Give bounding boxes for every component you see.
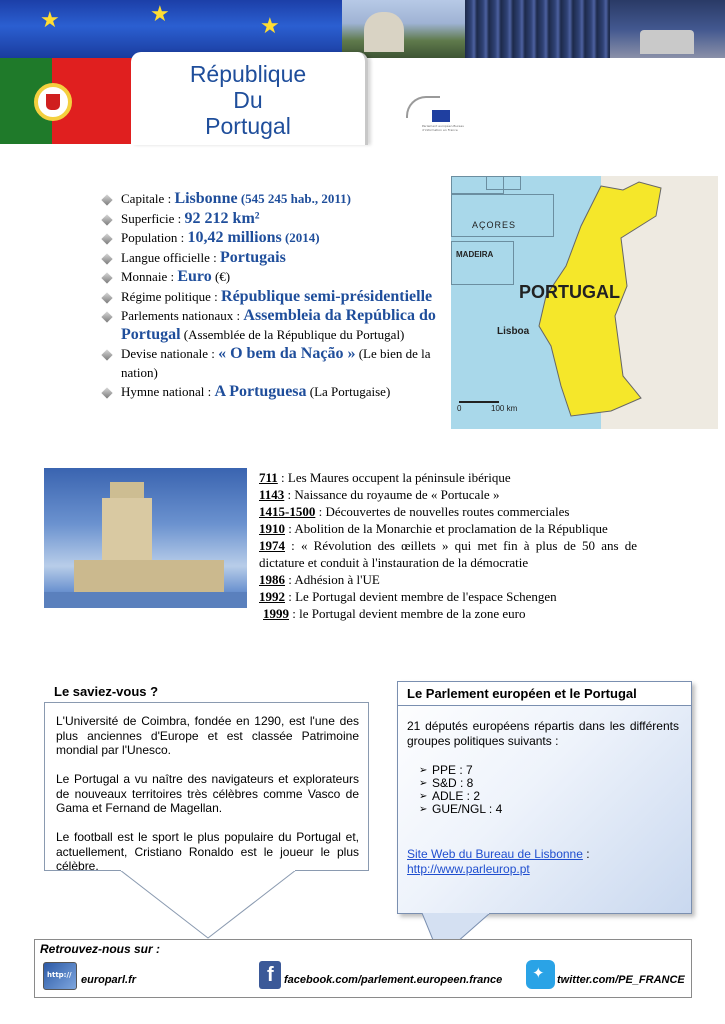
timeline-item: 1910 : Abolition de la Monarchie et proclamation de la République xyxy=(259,521,608,536)
facebook-link[interactable]: facebook.com/parlement.europeen.france xyxy=(284,974,503,986)
page-title-line3: Portugal xyxy=(205,113,291,139)
map-scale-zero: 0 xyxy=(457,404,462,413)
star-icon: ★ xyxy=(40,8,60,33)
fact-item: Capitale : Lisbonne (545 245 hab., 2011) xyxy=(102,190,442,209)
fact-item: Parlements nationaux : Assembleia da República do Portugal (Assemblée de la République du Portugal) xyxy=(102,307,442,344)
fact-item: Devise nationale : « O bem da Nação » (Le bien de la nation) xyxy=(102,345,442,382)
timeline-item: 711 : Les Maures occupent la péninsule ibérique xyxy=(259,470,511,485)
web-icon[interactable]: http:// xyxy=(43,962,77,990)
timeline-item: 1415-1500 : Découvertes de nouvelles routes commerciales xyxy=(259,504,570,519)
parliament-box xyxy=(397,681,692,914)
web-link[interactable]: europarl.fr xyxy=(81,974,137,986)
office-website-link[interactable]: http://www.parleurop.pt xyxy=(407,861,530,876)
country-facts-list xyxy=(102,190,442,403)
footer-social xyxy=(34,939,692,998)
did-you-know-p1: L'Université de Coimbra, fondée en 1290, est l'une des plus anciennes d'Europe et est classée Patrimoine mondial par l'Unesco. xyxy=(56,714,359,757)
map-label-country: PORTUGAL xyxy=(519,282,620,302)
footer-label: Retrouvez-nous sur : xyxy=(40,942,161,956)
building-photo xyxy=(342,0,465,58)
twitter-icon[interactable]: ✦ xyxy=(526,960,555,989)
political-groups-list xyxy=(419,764,679,816)
facebook-icon[interactable]: f xyxy=(259,961,281,989)
plenary-photo xyxy=(610,0,725,58)
parliament-intro: 21 députés européens répartis dans les différents groupes politiques suivants : xyxy=(407,719,679,748)
page-title-line2: Du xyxy=(233,87,263,113)
timeline-item: 1986 : Adhésion à l'UE xyxy=(259,572,380,587)
did-you-know-title: Le saviez-vous ? xyxy=(44,681,369,703)
callout-pointer xyxy=(120,870,300,942)
twitter-link[interactable]: twitter.com/PE_FRANCE xyxy=(557,974,685,986)
timeline-item: 1992 : Le Portugal devient membre de l'espace Schengen xyxy=(259,589,557,604)
belem-tower-photo xyxy=(44,468,247,608)
timeline-item: 1999 : le Portugal devient membre de la zone euro xyxy=(263,606,526,621)
fact-item: Langue officielle : Portugais xyxy=(102,249,442,268)
european-parliament-logo: Parlement européen Bureau d'information en France xyxy=(404,96,484,136)
did-you-know-box xyxy=(44,681,369,871)
header-banner xyxy=(0,0,725,58)
coat-of-arms-icon xyxy=(34,83,72,121)
star-icon: ★ xyxy=(150,2,170,27)
map-scale-bar xyxy=(459,401,499,403)
office-website-label[interactable]: Site Web du Bureau de Lisbonne xyxy=(407,847,583,861)
fact-item: Régime politique : République semi-présidentielle xyxy=(102,288,442,307)
fact-item: Monnaie : Euro (€) xyxy=(102,268,442,287)
map-label-madeira: MADEIRA xyxy=(456,250,494,259)
timeline-item: 1143 : Naissance du royaume de « Portucale » xyxy=(259,487,500,502)
parliament-box-title: Le Parlement européen et le Portugal xyxy=(398,682,691,706)
fact-item: Superficie : 92 212 km² xyxy=(102,210,442,229)
map-label-acores: AÇORES xyxy=(472,220,517,230)
group-item: ➢ PPE : 7 xyxy=(419,764,679,777)
portugal-flag xyxy=(0,58,132,144)
group-item: ➢ GUE/NGL : 4 xyxy=(419,803,679,816)
title-box xyxy=(131,52,368,145)
hemicycle-photo xyxy=(465,0,610,58)
portugal-map xyxy=(451,176,718,429)
office-website: Site Web du Bureau de Lisbonne : http://www.parleurop.pt xyxy=(407,847,590,876)
map-label-city: Lisboa xyxy=(497,326,530,337)
fact-item: Hymne national : A Portuguesa (La Portugaise) xyxy=(102,383,442,402)
did-you-know-p2: Le Portugal a vu naître des navigateurs et explorateurs de nouveaux territoires très célèbres comme Vasco de Gama et Fernand de Magellan. xyxy=(56,772,359,815)
group-item: ➢ ADLE : 2 xyxy=(419,790,679,803)
eu-flag-photo xyxy=(0,0,342,58)
star-icon: ★ xyxy=(260,14,280,39)
fact-item: Population : 10,42 millions (2014) xyxy=(102,229,442,248)
map-scale-km: 100 km xyxy=(491,404,518,413)
page-title-line1: République xyxy=(189,61,307,87)
group-item: ➢ S&D : 8 xyxy=(419,777,679,790)
did-you-know-p3: Le football est le sport le plus populaire du Portugal et, actuellement, Cristiano Ronaldo est le joueur le plus célèbre. xyxy=(56,830,359,873)
history-timeline xyxy=(259,469,637,622)
timeline-item: 1974 : « Révolution des œillets » qui met fin à plus de 50 ans de dictature et conduit à l'instauration de la démocratie xyxy=(259,538,637,570)
